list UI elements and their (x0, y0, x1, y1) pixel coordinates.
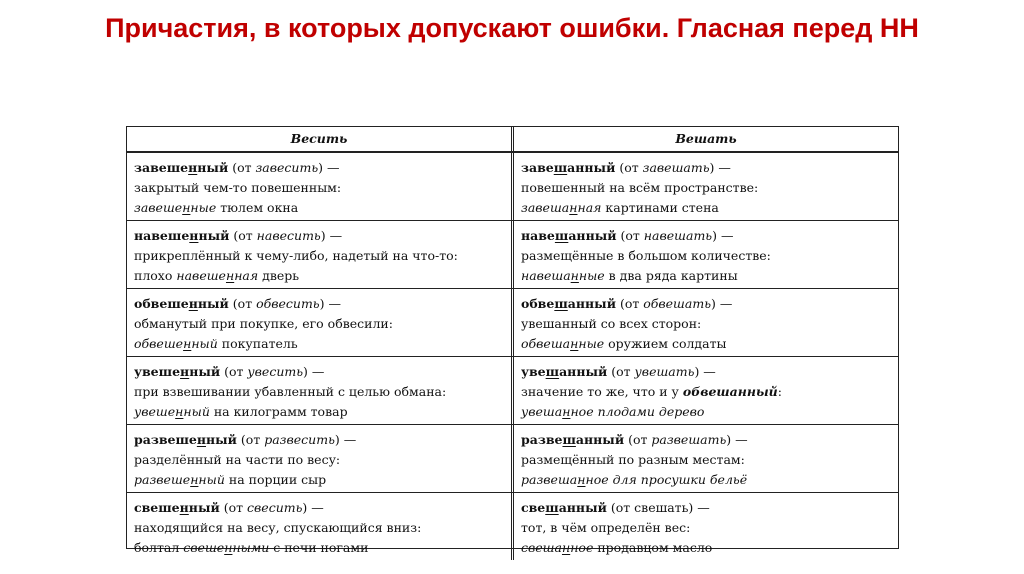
headword-part: све (521, 500, 546, 515)
example-word-part: увеше (134, 404, 176, 419)
source-verb: увесить (247, 364, 304, 379)
header-vesit: Весить (127, 127, 514, 151)
example-word-part: увеша (521, 404, 563, 419)
table-row (127, 289, 898, 357)
derivation-text: (от (220, 364, 248, 379)
derivation-close: ) — (712, 228, 734, 243)
example-line (134, 402, 505, 422)
example-word-part: ное (570, 540, 594, 555)
meaning-text: повешенный на всём пространстве: (521, 180, 759, 195)
table-row (127, 425, 898, 493)
source-verb: завешать (642, 160, 710, 175)
derivation-text: (от (236, 432, 265, 447)
example-rest: дверь (258, 268, 300, 283)
headword-part: завеше (134, 160, 189, 175)
meaning-line (134, 382, 505, 402)
meaning-text: размещённый по разным местам: (521, 452, 745, 467)
headword-part: обвеше (134, 296, 189, 311)
headword-underlined-letter: ш (554, 296, 568, 311)
derivation-close: ) — (319, 296, 341, 311)
derivation-text: (от свешать) — (606, 500, 710, 515)
example-word-part: ная (234, 268, 259, 283)
example-line (521, 334, 892, 354)
derivation-text: (от (228, 296, 257, 311)
example-rest: на порции сыр (224, 472, 327, 487)
headword-part: заве (521, 160, 554, 175)
example-line (521, 470, 892, 490)
meaning-text: тот, в чём определён вес: (521, 520, 691, 535)
veshat-cell (514, 289, 898, 356)
example-word-part: ная (577, 200, 602, 215)
source-verb: развешать (651, 432, 727, 447)
meaning-line (134, 450, 505, 470)
example-underlined-letter: н (225, 268, 235, 283)
derivation-text: (от (616, 228, 644, 243)
derivation-close: ) — (302, 500, 324, 515)
headword-line (134, 294, 505, 314)
vesit-cell (127, 425, 514, 492)
veshat-cell (514, 493, 898, 560)
source-verb: навесить (256, 228, 321, 243)
headword-underlined-letter: н (188, 160, 198, 175)
vesit-cell (127, 153, 514, 220)
meaning-reference: обвешанный (682, 384, 778, 399)
example-underlined-letter: н (570, 268, 579, 283)
meaning-text: значение то же, что и у (521, 384, 683, 399)
derivation-close: ) — (334, 432, 357, 447)
headword-part: ный (206, 432, 237, 447)
table-row (127, 153, 898, 221)
headword-part: анный (568, 228, 617, 243)
example-underlined-letter: н (562, 404, 571, 419)
derivation-close: ) — (711, 296, 733, 311)
example-line (521, 266, 892, 286)
derivation-text: (от (615, 160, 643, 175)
example-underlined-letter: н (182, 200, 191, 215)
example-line (134, 334, 505, 354)
example-line (134, 198, 505, 218)
headword-part: свеше (134, 500, 180, 515)
derivation-close: ) — (726, 432, 748, 447)
headword-underlined-letter: н (188, 296, 198, 311)
page-title: Причастия, в которых допускают ошибки. Гласная перед НН (105, 13, 919, 43)
headword-part: ный (198, 228, 230, 243)
headword-part: развеше (134, 432, 197, 447)
veshat-cell (514, 153, 898, 220)
example-line (521, 402, 892, 422)
headword-line (521, 362, 892, 382)
example-underlined-letter: н (570, 336, 579, 351)
meaning-line (134, 178, 505, 198)
headword-part: уве (521, 364, 546, 379)
derivation-text: (от (624, 432, 652, 447)
example-word-part: свеше (183, 540, 225, 555)
example-word-part: ный (191, 336, 218, 351)
headword-underlined-letter: н (196, 432, 206, 447)
example-prefix: болтал (134, 540, 184, 555)
derivation-close: ) — (320, 228, 343, 243)
headword-line (134, 430, 505, 450)
example-line (134, 538, 505, 558)
example-underlined-letter: н (577, 472, 586, 487)
example-underlined-letter: н (224, 540, 233, 555)
example-underlined-letter: н (190, 472, 199, 487)
example-word-part: навеша (521, 268, 571, 283)
source-verb: развесить (264, 432, 335, 447)
example-word-part: завеша (521, 200, 570, 215)
veshat-cell (514, 357, 898, 424)
example-word-part: ными (232, 540, 270, 555)
headword-underlined-letter: ш (562, 432, 576, 447)
example-word-part: навеше (176, 268, 226, 283)
headword-underlined-letter: ш (554, 228, 569, 243)
example-rest: тюлем окна (216, 200, 299, 215)
example-rest: на килограмм товар (209, 404, 348, 419)
headword-part: обве (521, 296, 555, 311)
table-row (127, 357, 898, 425)
headword-line (521, 158, 892, 178)
derivation-text: (от (607, 364, 635, 379)
meaning-line (521, 518, 892, 538)
meaning-line (134, 518, 505, 538)
example-word-part: развеша (521, 472, 578, 487)
headword-part: разве (521, 432, 563, 447)
meaning-line (521, 246, 892, 266)
meaning-text: обманутый при покупке, его обвесили: (134, 316, 393, 331)
example-word-part: ные (578, 336, 605, 351)
participles-table (126, 126, 899, 555)
headword-part: навеше (134, 228, 190, 243)
table-header-row (127, 127, 898, 153)
vesit-cell (127, 493, 514, 560)
meaning-text: размещённые в большом количестве: (521, 248, 771, 263)
meaning-text: закрытый чем-то повешенным: (134, 180, 342, 195)
headword-line (521, 294, 892, 314)
meaning-line (521, 382, 892, 402)
headword-line (521, 498, 892, 518)
example-line (134, 470, 505, 490)
derivation-text: (от (219, 500, 248, 515)
meaning-line (521, 178, 892, 198)
source-verb: свесить (247, 500, 303, 515)
headword-underlined-letter: н (180, 364, 190, 379)
source-verb: навешать (643, 228, 713, 243)
headword-line (521, 226, 892, 246)
headword-underlined-letter: ш (553, 160, 568, 175)
vesit-cell (127, 221, 514, 288)
vesit-cell (127, 289, 514, 356)
example-rest: плодами дерево (593, 404, 705, 419)
example-line (134, 266, 505, 286)
meaning-line (134, 314, 505, 334)
veshat-cell (514, 221, 898, 288)
headword-part: анный (575, 432, 625, 447)
example-line (521, 538, 892, 558)
meaning-text: прикреплённый к чему-либо, надетый на что-то: (134, 248, 458, 263)
headword-part: анный (558, 500, 607, 515)
headword-underlined-letter: ш (545, 500, 559, 515)
table-row (127, 493, 898, 560)
derivation-text: (от (229, 228, 257, 243)
example-underlined-letter: н (175, 404, 184, 419)
headword-underlined-letter: н (179, 500, 189, 515)
headword-underlined-letter: ш (545, 364, 560, 379)
headword-part: анный (567, 160, 616, 175)
example-rest: для просушки бельё (608, 472, 748, 487)
derivation-text: (от (228, 160, 256, 175)
source-verb: завесить (255, 160, 319, 175)
derivation-close: ) — (303, 364, 325, 379)
example-word-part: ное (570, 404, 594, 419)
derivation-close: ) — (709, 160, 731, 175)
source-verb: увешать (634, 364, 695, 379)
example-word-part: ные (190, 200, 217, 215)
meaning-text: при взвешивании убавленный с целью обмана: (134, 384, 447, 399)
headword-part: увеше (134, 364, 181, 379)
vesit-cell (127, 357, 514, 424)
example-word-part: ный (198, 472, 225, 487)
table-row (127, 221, 898, 289)
example-underlined-letter: н (183, 336, 192, 351)
headword-part: анный (559, 364, 608, 379)
example-word-part: развеше (134, 472, 191, 487)
headword-line (134, 158, 505, 178)
example-rest: оружием солдаты (604, 336, 727, 351)
headword-part: анный (567, 296, 616, 311)
meaning-text: увешанный со всех сторон: (521, 316, 702, 331)
headword-line (134, 498, 505, 518)
example-rest: с печи ногами (269, 540, 369, 555)
example-word-part: свеша (521, 540, 562, 555)
example-word-part: ный (183, 404, 210, 419)
example-line (521, 198, 892, 218)
example-underlined-letter: н (561, 540, 571, 555)
headword-line (134, 226, 505, 246)
meaning-text: разделённый на части по весу: (134, 452, 341, 467)
source-verb: обвесить (256, 296, 320, 311)
derivation-close: ) — (318, 160, 340, 175)
headword-part: ный (197, 160, 229, 175)
example-word-part: ное (585, 472, 609, 487)
headword-part: ный (189, 364, 221, 379)
example-word-part: ные (578, 268, 605, 283)
meaning-line (521, 450, 892, 470)
example-rest: в два ряда картины (604, 268, 738, 283)
derivation-text: (от (615, 296, 644, 311)
headword-line (521, 430, 892, 450)
example-word-part: обвеша (521, 336, 571, 351)
header-veshat: Вешать (675, 131, 737, 146)
headword-part: ный (188, 500, 220, 515)
source-verb: обвешать (643, 296, 712, 311)
example-prefix: плохо (134, 268, 177, 283)
meaning-line (521, 314, 892, 334)
example-rest: продавцом масло (593, 540, 713, 555)
example-word-part: завеше (134, 200, 183, 215)
meaning-end: : (777, 384, 782, 399)
headword-part: наве (521, 228, 555, 243)
headword-line (134, 362, 505, 382)
example-rest: покупатель (217, 336, 298, 351)
derivation-close: ) — (694, 364, 716, 379)
example-word-part: обвеше (134, 336, 184, 351)
meaning-line (134, 246, 505, 266)
meaning-text: находящийся на весу, спускающийся вниз: (134, 520, 422, 535)
veshat-cell (514, 425, 898, 492)
example-rest: картинами стена (601, 200, 719, 215)
headword-underlined-letter: н (189, 228, 199, 243)
example-underlined-letter: н (569, 200, 578, 215)
headword-part: ный (197, 296, 229, 311)
